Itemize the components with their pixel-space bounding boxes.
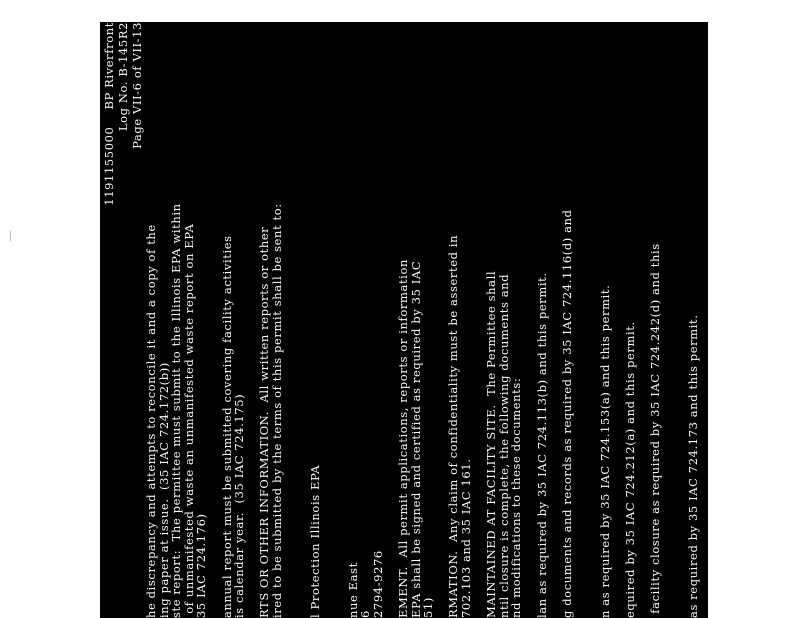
text-line: nd modifications to these documents: [509,377,524,618]
scan-mark [10,231,11,241]
text-line: facility closure as required by 35 IAC 724.242(d) and this [648,243,662,618]
text-line: RTS OR OTHER INFORMATION. All written reports or other [257,226,272,618]
text-line: ing paper at issue. (35 IAC 724.172(b)) [156,362,171,618]
text-line: dies as required by 35 IAC 724.115(b) and this permit. [711,265,725,618]
text-line: ste report: The permittee must submit to the Illinois EPA within [169,203,184,618]
header-page-number: Page VII-6 of VII-13 [130,22,144,149]
text-line: 6 [358,610,373,618]
text-line: n as required by 35 IAC 724.153(a) and this permit. [597,284,612,618]
text-line: EPA shall be signed and certified as required by 35 IAC [408,260,423,618]
text-line: 702.103 and 35 IAC 161. [459,458,473,618]
text-line: MAINTAINED AT FACILITY SITE. The Permittee shall [484,270,499,618]
text-line: 35 IAC 724.176) [194,513,209,618]
header-log-number: Log No. B-145R2 [116,22,130,132]
document-scan-panel [100,22,725,618]
text-line: 2794-9276 [370,550,385,618]
text-line: as required by 35 IAC 724.173 and this permit. [685,314,700,618]
text-line: of unmanifested waste an unmanifested waste report on EPA [181,223,196,618]
text-line: EMENT. All permit applications, reports or information [396,259,410,618]
text-line: ntil closure is complete, the following documents and [496,273,511,618]
text-line: RMATION. Any claim of confidentiality must be asserted in [446,234,461,618]
text-line: annual report must be submitted covering facility activities [219,235,234,618]
text-line: 51) [421,597,436,618]
text-line: equired by 35 IAC 724.212(a) and this permit. [622,321,637,618]
text-line: he discrepancy and attempts to reconcile it and a copy of the [144,224,158,618]
text-line: l Protection Illinois EPA [307,464,322,618]
text-line: is calendar year. (35 IAC 724.175) [232,393,247,618]
text-line: ired to be submitted by the terms of this permit shall be sent to: [270,203,284,618]
rotated-text-layer [100,22,725,618]
text-line: g documents and records as required by 35 IAC 724.116(d) and [559,209,574,618]
header-facility-id: 1191155000 BP Riverfront [102,22,116,206]
text-line: lan as required by 35 IAC 724.113(b) and this permit. [534,272,549,618]
text-line: nue East [345,562,360,618]
